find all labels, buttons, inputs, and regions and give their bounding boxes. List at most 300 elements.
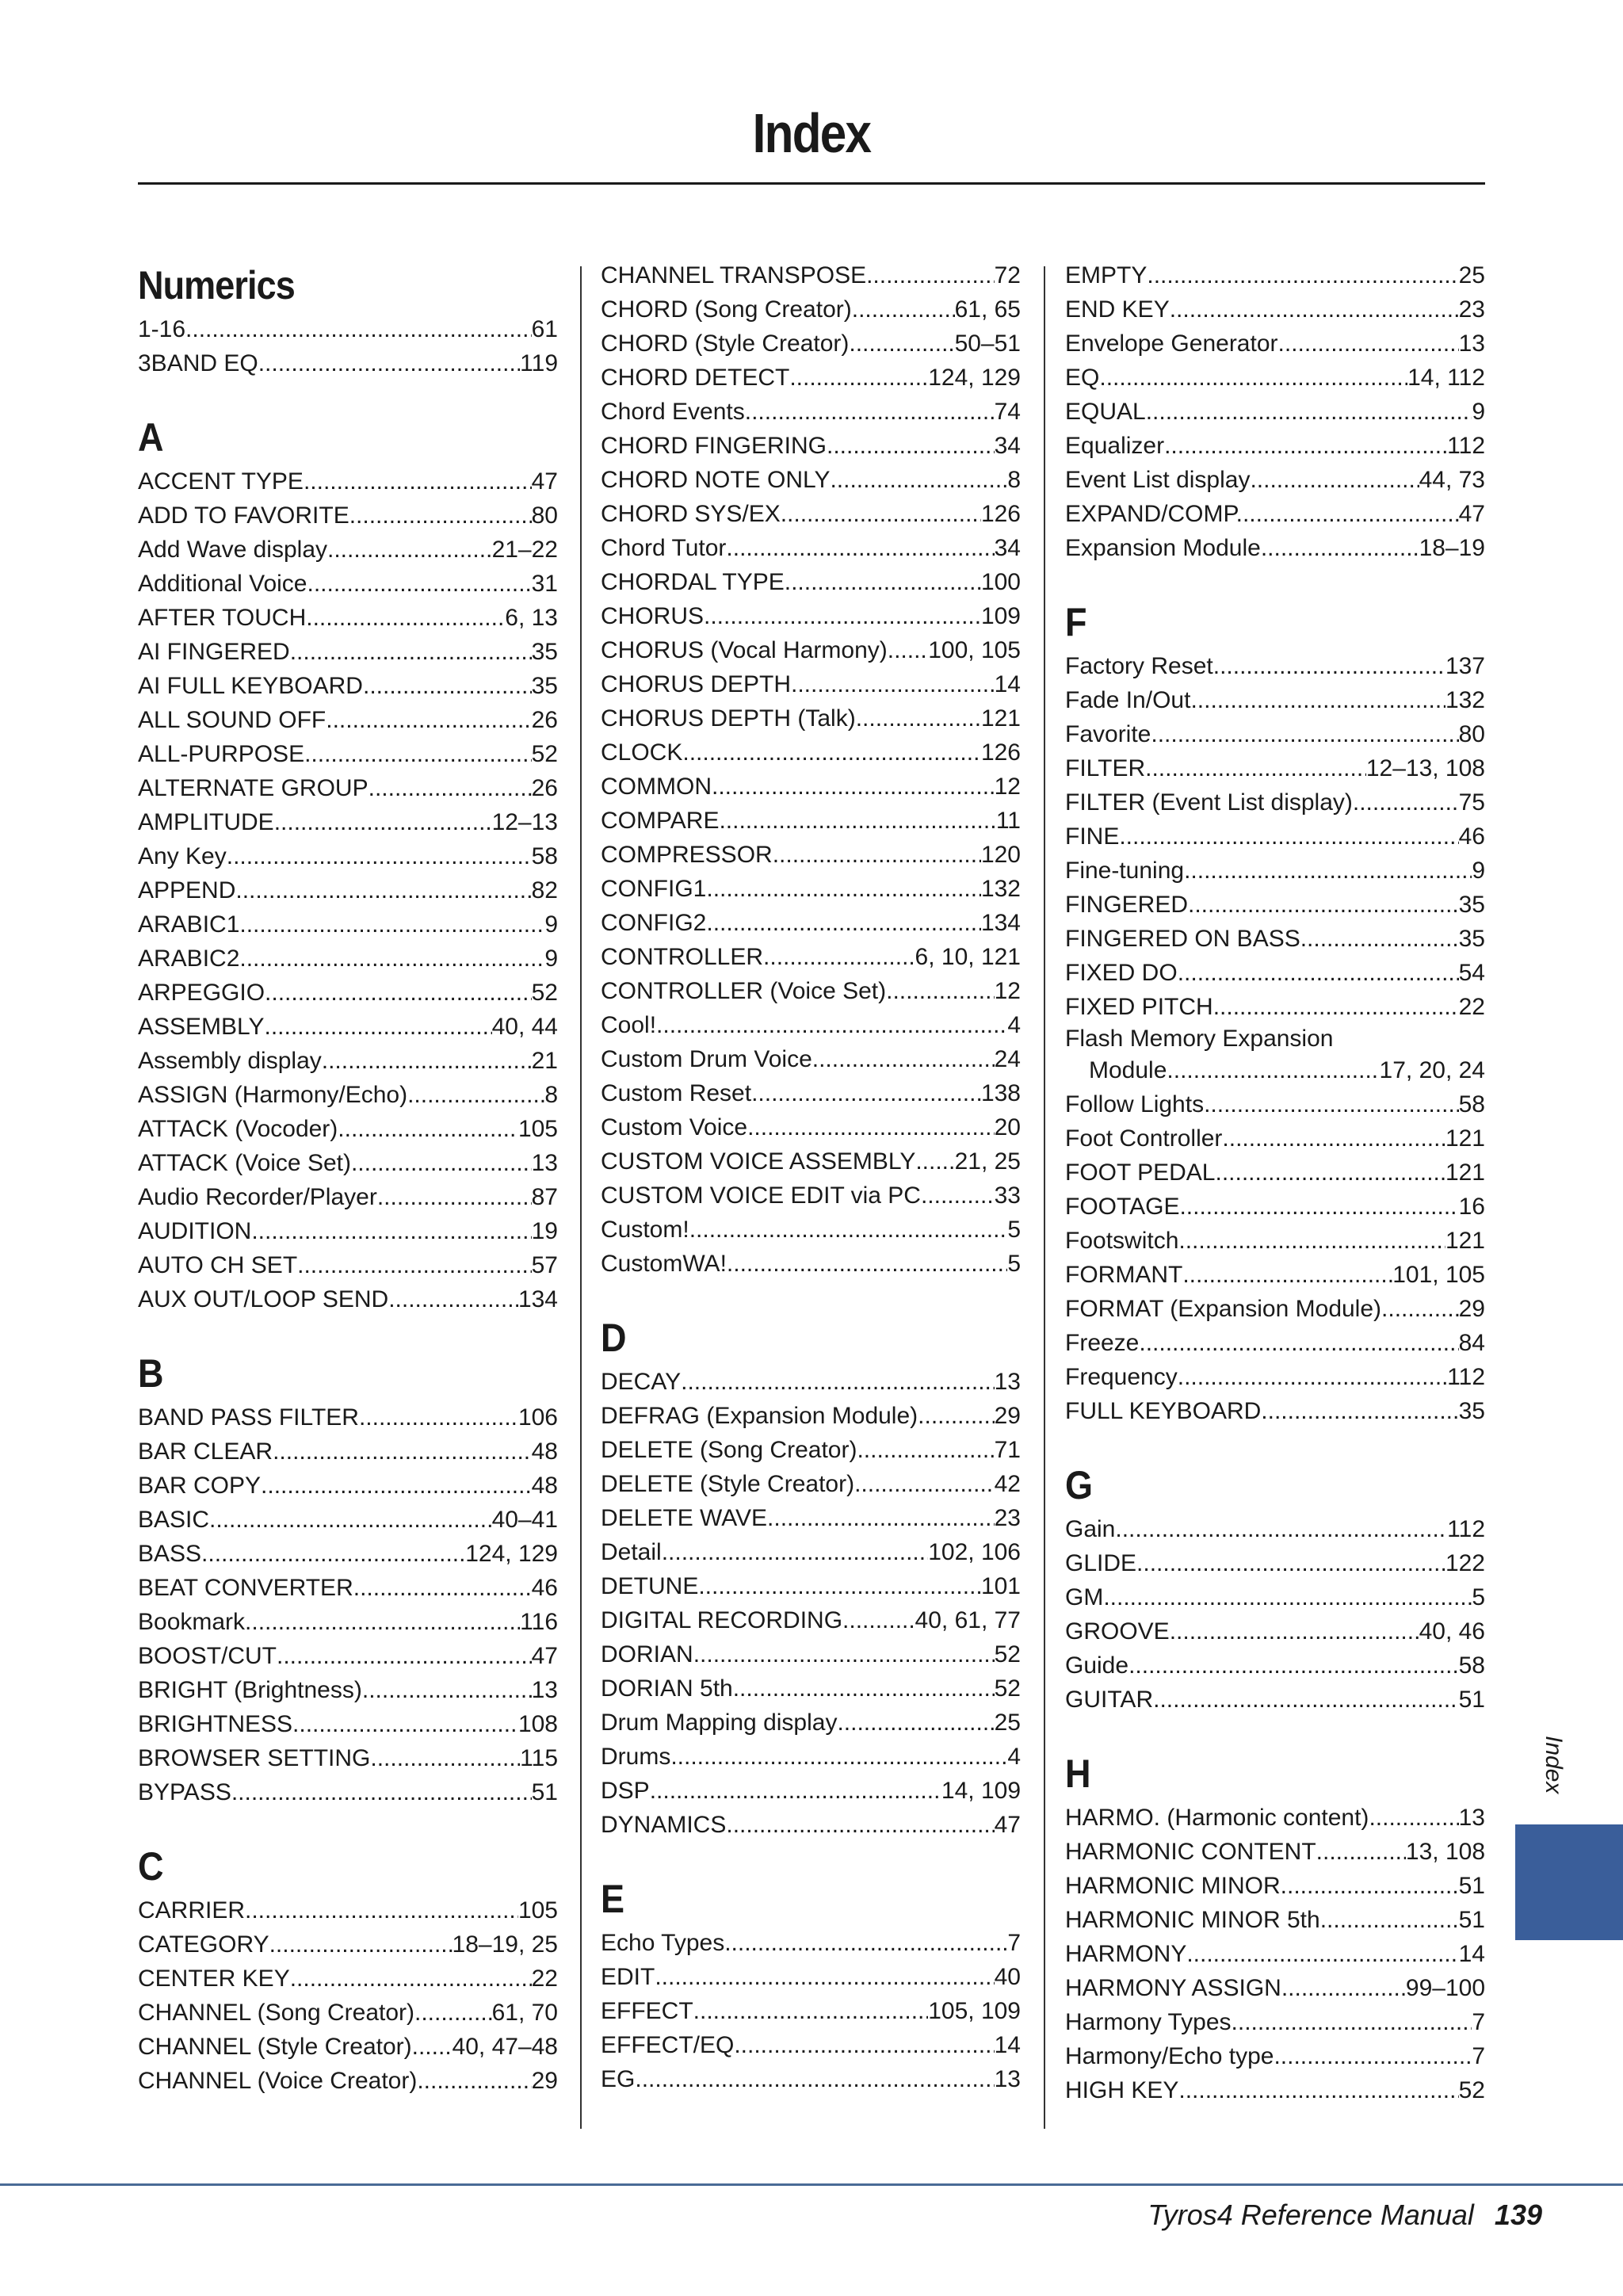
index-entry[interactable] (601, 1213, 1021, 1247)
dot-leader (773, 838, 981, 872)
entry-term: BROWSER SETTING (138, 1745, 371, 1771)
entry-term: CATEGORY (138, 1931, 269, 1958)
entry-pages: 23 (994, 1505, 1021, 1531)
index-entry[interactable] (1065, 1683, 1485, 1717)
index-entry[interactable] (1065, 956, 1485, 990)
index-entry[interactable] (1065, 1971, 1485, 2005)
dot-leader (1188, 888, 1459, 922)
index-entry[interactable] (138, 346, 558, 380)
entry-term: EXPAND/COMP. (1065, 501, 1243, 527)
dot-leader (1186, 1937, 1458, 1971)
index-entry[interactable] (601, 1247, 1021, 1281)
entry-pages: 16 (1458, 1194, 1485, 1220)
index-entry[interactable] (1065, 1326, 1485, 1360)
index-entry[interactable] (1065, 1937, 1485, 1971)
index-entry[interactable] (601, 1365, 1021, 1399)
index-entry[interactable] (138, 703, 558, 737)
entry-term: BRIGHT (Brightness) (138, 1677, 362, 1703)
index-entry[interactable] (138, 1741, 558, 1775)
dot-leader (1381, 1292, 1459, 1326)
index-entry[interactable] (1065, 819, 1485, 854)
dot-leader (693, 1994, 929, 2028)
dot-leader (338, 1112, 518, 1146)
entry-pages: 14 (994, 2032, 1021, 2058)
index-entry[interactable] (601, 701, 1021, 735)
entry-pages: 134 (517, 1286, 558, 1312)
index-entry[interactable] (1065, 327, 1485, 361)
index-entry[interactable] (601, 1076, 1021, 1110)
entry-pages: 13 (1458, 1805, 1485, 1831)
dot-leader (681, 1365, 994, 1399)
entry-term: CHORD (Style Creator) (601, 330, 850, 357)
entry-pages: 75 (1458, 789, 1485, 816)
index-entry[interactable] (138, 601, 558, 635)
dot-leader (706, 872, 981, 906)
dot-leader (827, 429, 995, 463)
index-entry[interactable] (138, 1214, 558, 1248)
entry-pages: 14 (994, 671, 1021, 697)
dot-leader (854, 1467, 995, 1501)
entry-pages: 52 (994, 1675, 1021, 1702)
section-heading: D (601, 1316, 626, 1360)
dot-leader (245, 1893, 518, 1927)
index-entry[interactable] (1065, 2073, 1485, 2107)
entry-pages: 13 (994, 1369, 1021, 1395)
dot-leader (1178, 1360, 1447, 1394)
index-entry[interactable] (138, 839, 558, 873)
index-entry[interactable] (601, 1637, 1021, 1671)
entry-pages: 5 (1007, 1217, 1021, 1243)
index-entry[interactable] (601, 667, 1021, 701)
dot-leader (1320, 1903, 1459, 1937)
dot-leader (274, 805, 492, 839)
index-entry[interactable] (601, 2062, 1021, 2096)
entry-term: 3BAND EQ (138, 350, 258, 376)
dot-leader (747, 1110, 995, 1144)
entry-term: DECAY (601, 1369, 682, 1395)
index-entry[interactable] (138, 1112, 558, 1146)
entry-term: CHORUS (601, 603, 705, 629)
entry-term: HARMO. (Harmonic content) (1065, 1805, 1369, 1831)
index-entry[interactable] (601, 258, 1021, 292)
index-entry[interactable] (138, 2030, 558, 2064)
index-entry[interactable] (138, 942, 558, 976)
dot-leader (251, 1214, 531, 1248)
entry-term: CHORD DETECT (601, 365, 790, 391)
title-rule (138, 182, 1485, 185)
entry-pages: 87 (531, 1184, 558, 1210)
index-entry[interactable] (138, 737, 558, 771)
dot-leader (369, 771, 532, 805)
entry-term: CHORUS DEPTH (Talk) (601, 705, 856, 732)
dot-leader (1261, 1394, 1458, 1428)
dot-leader (292, 1707, 518, 1741)
entry-pages: 35 (1458, 892, 1485, 918)
index-entry[interactable] (601, 463, 1021, 497)
dot-leader (1222, 1121, 1445, 1156)
index-entry[interactable] (1065, 1360, 1485, 1394)
index-entry[interactable] (138, 1469, 558, 1503)
entry-term: Custom Reset (601, 1080, 752, 1106)
entry-term: Envelope Generator (1065, 330, 1278, 357)
index-entry[interactable] (138, 1571, 558, 1605)
index-entry[interactable] (601, 1569, 1021, 1603)
index-entry[interactable] (601, 1179, 1021, 1213)
index-column-2 (601, 258, 1021, 2096)
entry-pages: 14, 112 (1407, 365, 1485, 391)
section-heading: B (138, 1351, 163, 1396)
dot-leader (1164, 429, 1447, 463)
index-entry[interactable] (138, 1775, 558, 1809)
index-entry[interactable] (138, 1503, 558, 1537)
index-entry[interactable] (601, 292, 1021, 327)
index-entry[interactable] (138, 1248, 558, 1282)
entry-term: Fine-tuning (1065, 858, 1185, 884)
dot-leader (852, 292, 955, 327)
index-entry[interactable] (138, 1537, 558, 1571)
index-entry[interactable] (138, 1435, 558, 1469)
entry-pages: 8 (1007, 467, 1021, 493)
index-entry[interactable] (601, 1926, 1021, 1960)
entry-term: GROOVE (1065, 1618, 1170, 1645)
index-entry[interactable] (138, 1010, 558, 1044)
entry-pages: 12 (994, 978, 1021, 1004)
entry-term: Additional Voice (138, 571, 307, 597)
entry-term: Foot Controller (1065, 1125, 1223, 1152)
index-entry[interactable] (138, 1927, 558, 1962)
dot-leader (258, 346, 520, 380)
entry-pages: 116 (520, 1609, 558, 1635)
index-section (138, 258, 558, 380)
entry-pages: 106 (517, 1404, 558, 1431)
entry-term: DEFRAG (Expansion Module) (601, 1403, 918, 1429)
dot-leader (712, 770, 995, 804)
dot-leader (1119, 819, 1458, 854)
footer (1148, 2195, 1542, 2235)
side-tab-text: Index (1541, 1736, 1567, 1794)
entry-term: ADD TO FAVORITE (138, 502, 349, 529)
entry-term: AI FULL KEYBOARD (138, 673, 363, 699)
index-entry[interactable] (138, 2064, 558, 2098)
entry-pages: 23 (1458, 296, 1485, 323)
index-entry[interactable] (601, 838, 1021, 872)
index-entry[interactable] (601, 1433, 1021, 1467)
entry-pages: 31 (531, 571, 558, 597)
entry-term: Bookmark (138, 1609, 246, 1635)
index-entry[interactable] (138, 1400, 558, 1435)
index-entry[interactable] (601, 395, 1021, 429)
index-entry[interactable] (601, 497, 1021, 531)
index-entry[interactable] (1065, 463, 1485, 497)
index-entry[interactable] (138, 499, 558, 533)
index-entry[interactable] (601, 633, 1021, 667)
dot-leader (351, 1146, 532, 1180)
entry-term: Detail (601, 1539, 662, 1565)
index-entry[interactable] (1065, 1580, 1485, 1614)
index-entry[interactable] (1065, 854, 1485, 888)
dot-leader (349, 499, 532, 533)
entry-term: Custom Drum Voice (601, 1046, 812, 1072)
dot-leader (265, 976, 532, 1010)
index-entry[interactable] (138, 1962, 558, 1996)
entry-term: ARABIC2 (138, 946, 240, 972)
entry-pages: 132 (1445, 687, 1485, 713)
dot-leader (1300, 922, 1459, 956)
dot-leader (1184, 854, 1472, 888)
entry-term: Gain (1065, 1516, 1116, 1542)
index-entry[interactable] (601, 1042, 1021, 1076)
entry-term: FILTER (Event List display) (1065, 789, 1353, 816)
entry-term: Flash Memory Expansion (1065, 1026, 1334, 1052)
index-entry[interactable] (1065, 1224, 1485, 1258)
entry-pages: 47 (1458, 501, 1485, 527)
index-entry[interactable] (1065, 649, 1485, 683)
entry-term: ALL-PURPOSE (138, 741, 305, 767)
index-entry[interactable] (601, 1671, 1021, 1706)
dot-leader (377, 1180, 532, 1214)
index-entry[interactable] (138, 1078, 558, 1112)
index-entry[interactable] (1065, 2005, 1485, 2039)
index-entry[interactable] (601, 1808, 1021, 1842)
entry-pages: 101 (980, 1573, 1021, 1599)
entry-pages: 82 (531, 877, 558, 904)
entry-pages: 48 (531, 1473, 558, 1499)
entry-pages: 35 (531, 673, 558, 699)
entry-pages: 40 (994, 1964, 1021, 1990)
index-entry[interactable] (1065, 1190, 1485, 1224)
entry-pages: 5 (1007, 1251, 1021, 1277)
entry-pages: 109 (980, 603, 1021, 629)
index-entry[interactable] (601, 906, 1021, 940)
index-entry[interactable] (1065, 683, 1485, 717)
index-entry[interactable] (1065, 785, 1485, 819)
entry-term: Custom Voice (601, 1114, 748, 1140)
index-entry[interactable] (1065, 1024, 1485, 1087)
entry-term: Drum Mapping display (601, 1710, 838, 1736)
dot-leader (635, 2062, 994, 2096)
index-entry[interactable] (601, 735, 1021, 770)
index-entry[interactable] (138, 635, 558, 669)
dot-leader (1213, 990, 1459, 1024)
index-entry[interactable] (138, 1282, 558, 1316)
index-entry[interactable] (601, 2028, 1021, 2062)
index-entry[interactable] (1065, 1835, 1485, 1869)
index-entry[interactable] (601, 599, 1021, 633)
index-entry[interactable] (138, 669, 558, 703)
entry-term: DETUNE (601, 1573, 699, 1599)
entry-pages: 121 (1445, 1228, 1485, 1254)
dot-leader (655, 1960, 994, 1994)
entry-pages: 40, 61, 77 (915, 1607, 1021, 1633)
entry-term: EQ (1065, 365, 1100, 391)
entry-pages: 34 (994, 433, 1021, 459)
index-entry[interactable] (138, 976, 558, 1010)
section-heading: C (138, 1844, 163, 1889)
index-entry[interactable] (601, 1144, 1021, 1179)
dot-leader (290, 1962, 532, 1996)
index-entry[interactable] (601, 1960, 1021, 1994)
dot-leader (269, 1927, 453, 1962)
index-entry[interactable] (1065, 1156, 1485, 1190)
index-entry[interactable] (601, 974, 1021, 1008)
index-entry[interactable] (1065, 1614, 1485, 1648)
side-tab-label (1537, 1736, 1569, 1807)
index-entry[interactable] (1065, 751, 1485, 785)
entry-pages: 46 (1458, 823, 1485, 850)
entry-pages: 80 (1458, 721, 1485, 747)
entry-pages: 13 (994, 2066, 1021, 2092)
index-entry[interactable] (1065, 1292, 1485, 1326)
index-entry[interactable] (138, 1146, 558, 1180)
dot-leader (388, 1282, 518, 1316)
index-entry[interactable] (601, 940, 1021, 974)
index-entry[interactable] (138, 1605, 558, 1639)
entry-term: Expansion Module (1065, 535, 1261, 561)
dot-leader (414, 1996, 492, 2030)
index-entry[interactable] (138, 907, 558, 942)
entry-pages: 40–41 (491, 1507, 558, 1533)
entry-term: FINE (1065, 823, 1120, 850)
index-entry[interactable] (601, 1467, 1021, 1501)
index-entry[interactable] (1065, 1648, 1485, 1683)
index-entry[interactable] (1065, 717, 1485, 751)
entry-pages: 102, 106 (928, 1539, 1021, 1565)
entry-pages: 35 (1458, 926, 1485, 952)
entry-term: CHORUS (Vocal Harmony) (601, 637, 888, 663)
entry-term: CARRIER (138, 1897, 246, 1924)
index-entry[interactable] (1065, 1258, 1485, 1292)
entry-term: BAR COPY (138, 1473, 262, 1499)
dot-leader (1167, 1053, 1379, 1087)
dot-leader (327, 533, 492, 567)
index-entry[interactable] (1065, 1512, 1485, 1546)
index-entry[interactable] (138, 1180, 558, 1214)
index-entry[interactable] (1065, 1869, 1485, 1903)
dot-leader (307, 567, 532, 601)
dot-leader (1115, 1512, 1447, 1546)
dot-leader (706, 906, 981, 940)
index-entry[interactable] (601, 804, 1021, 838)
dot-leader (353, 1571, 532, 1605)
dot-leader (239, 942, 544, 976)
entry-term: Harmony Types (1065, 2009, 1232, 2035)
index-entry[interactable] (601, 531, 1021, 565)
entry-term: COMPARE (601, 808, 720, 834)
dot-leader (888, 633, 928, 667)
index-entry[interactable] (601, 770, 1021, 804)
entry-pages: 61, 65 (954, 296, 1021, 323)
index-entry[interactable] (1065, 888, 1485, 922)
index-entry[interactable] (601, 1535, 1021, 1569)
index-entry[interactable] (1065, 429, 1485, 463)
entry-term: DORIAN 5th (601, 1675, 733, 1702)
side-tab[interactable] (1515, 1824, 1623, 1940)
index-entry[interactable] (601, 872, 1021, 906)
index-entry[interactable] (601, 1501, 1021, 1535)
index-entry[interactable] (601, 1110, 1021, 1144)
index-entry[interactable] (601, 1399, 1021, 1433)
index-entry[interactable] (1065, 258, 1485, 292)
index-entry[interactable] (138, 312, 558, 346)
entry-pages: 40, 44 (491, 1014, 558, 1040)
entry-term: BYPASS (138, 1779, 231, 1805)
index-entry[interactable] (1065, 1546, 1485, 1580)
entry-term: CHORD NOTE ONLY (601, 467, 831, 493)
dot-leader (1099, 361, 1407, 395)
index-entry[interactable] (1065, 1801, 1485, 1835)
entry-pages: 7 (1472, 2009, 1485, 2035)
entry-pages: 47 (531, 1643, 558, 1669)
entry-term: Equalizer (1065, 433, 1165, 459)
index-entry[interactable] (138, 1673, 558, 1707)
index-entry[interactable] (601, 1740, 1021, 1774)
index-entry[interactable] (138, 567, 558, 601)
index-entry[interactable] (601, 1603, 1021, 1637)
index-entry[interactable] (138, 533, 558, 567)
index-entry[interactable] (138, 873, 558, 907)
index-entry[interactable] (1065, 361, 1485, 395)
index-entry[interactable] (1065, 1087, 1485, 1121)
entry-pages: 126 (980, 501, 1021, 527)
dot-leader (662, 1535, 929, 1569)
index-entry[interactable] (1065, 292, 1485, 327)
entry-term: CHANNEL (Style Creator) (138, 2034, 412, 2060)
dot-leader (670, 1740, 1007, 1774)
index-entry[interactable] (601, 361, 1021, 395)
index-entry[interactable] (601, 429, 1021, 463)
dot-leader (1170, 1614, 1419, 1648)
entry-term: HARMONIC MINOR 5th (1065, 1907, 1320, 1933)
entry-pages: 137 (1445, 653, 1485, 679)
dot-leader (370, 1741, 520, 1775)
index-entry[interactable] (1065, 990, 1485, 1024)
index-entry[interactable] (138, 1707, 558, 1741)
index-entry[interactable] (1065, 1121, 1485, 1156)
index-entry[interactable] (1065, 1394, 1485, 1428)
entry-pages: 12 (994, 774, 1021, 800)
index-entry[interactable] (1065, 497, 1485, 531)
index-entry[interactable] (1065, 1903, 1485, 1937)
entry-pages: 40, 47–48 (452, 2034, 558, 2060)
index-entry[interactable] (601, 1994, 1021, 2028)
index-entry[interactable] (1065, 531, 1485, 565)
index-entry[interactable] (1065, 922, 1485, 956)
index-entry[interactable] (601, 1774, 1021, 1808)
index-entry[interactable] (138, 464, 558, 499)
index-entry[interactable] (601, 1008, 1021, 1042)
index-entry[interactable] (138, 1044, 558, 1078)
dot-leader (1316, 1835, 1406, 1869)
index-entry[interactable] (1065, 395, 1485, 429)
index-entry[interactable] (138, 1639, 558, 1673)
index-entry[interactable] (1065, 2039, 1485, 2073)
index-entry[interactable] (601, 565, 1021, 599)
dot-leader (650, 1774, 941, 1808)
dot-leader (789, 361, 928, 395)
index-entry[interactable] (138, 1996, 558, 2030)
index-entry[interactable] (138, 805, 558, 839)
index-entry[interactable] (601, 1706, 1021, 1740)
dot-leader (915, 1144, 954, 1179)
index-entry[interactable] (138, 1893, 558, 1927)
dot-leader (726, 1808, 994, 1842)
entry-term: ACCENT TYPE (138, 468, 304, 495)
entry-pages: 4 (1007, 1012, 1021, 1038)
entry-term: AUX OUT/LOOP SEND (138, 1286, 389, 1312)
index-entry[interactable] (601, 327, 1021, 361)
entry-pages: 26 (531, 775, 558, 801)
index-entry[interactable] (138, 771, 558, 805)
